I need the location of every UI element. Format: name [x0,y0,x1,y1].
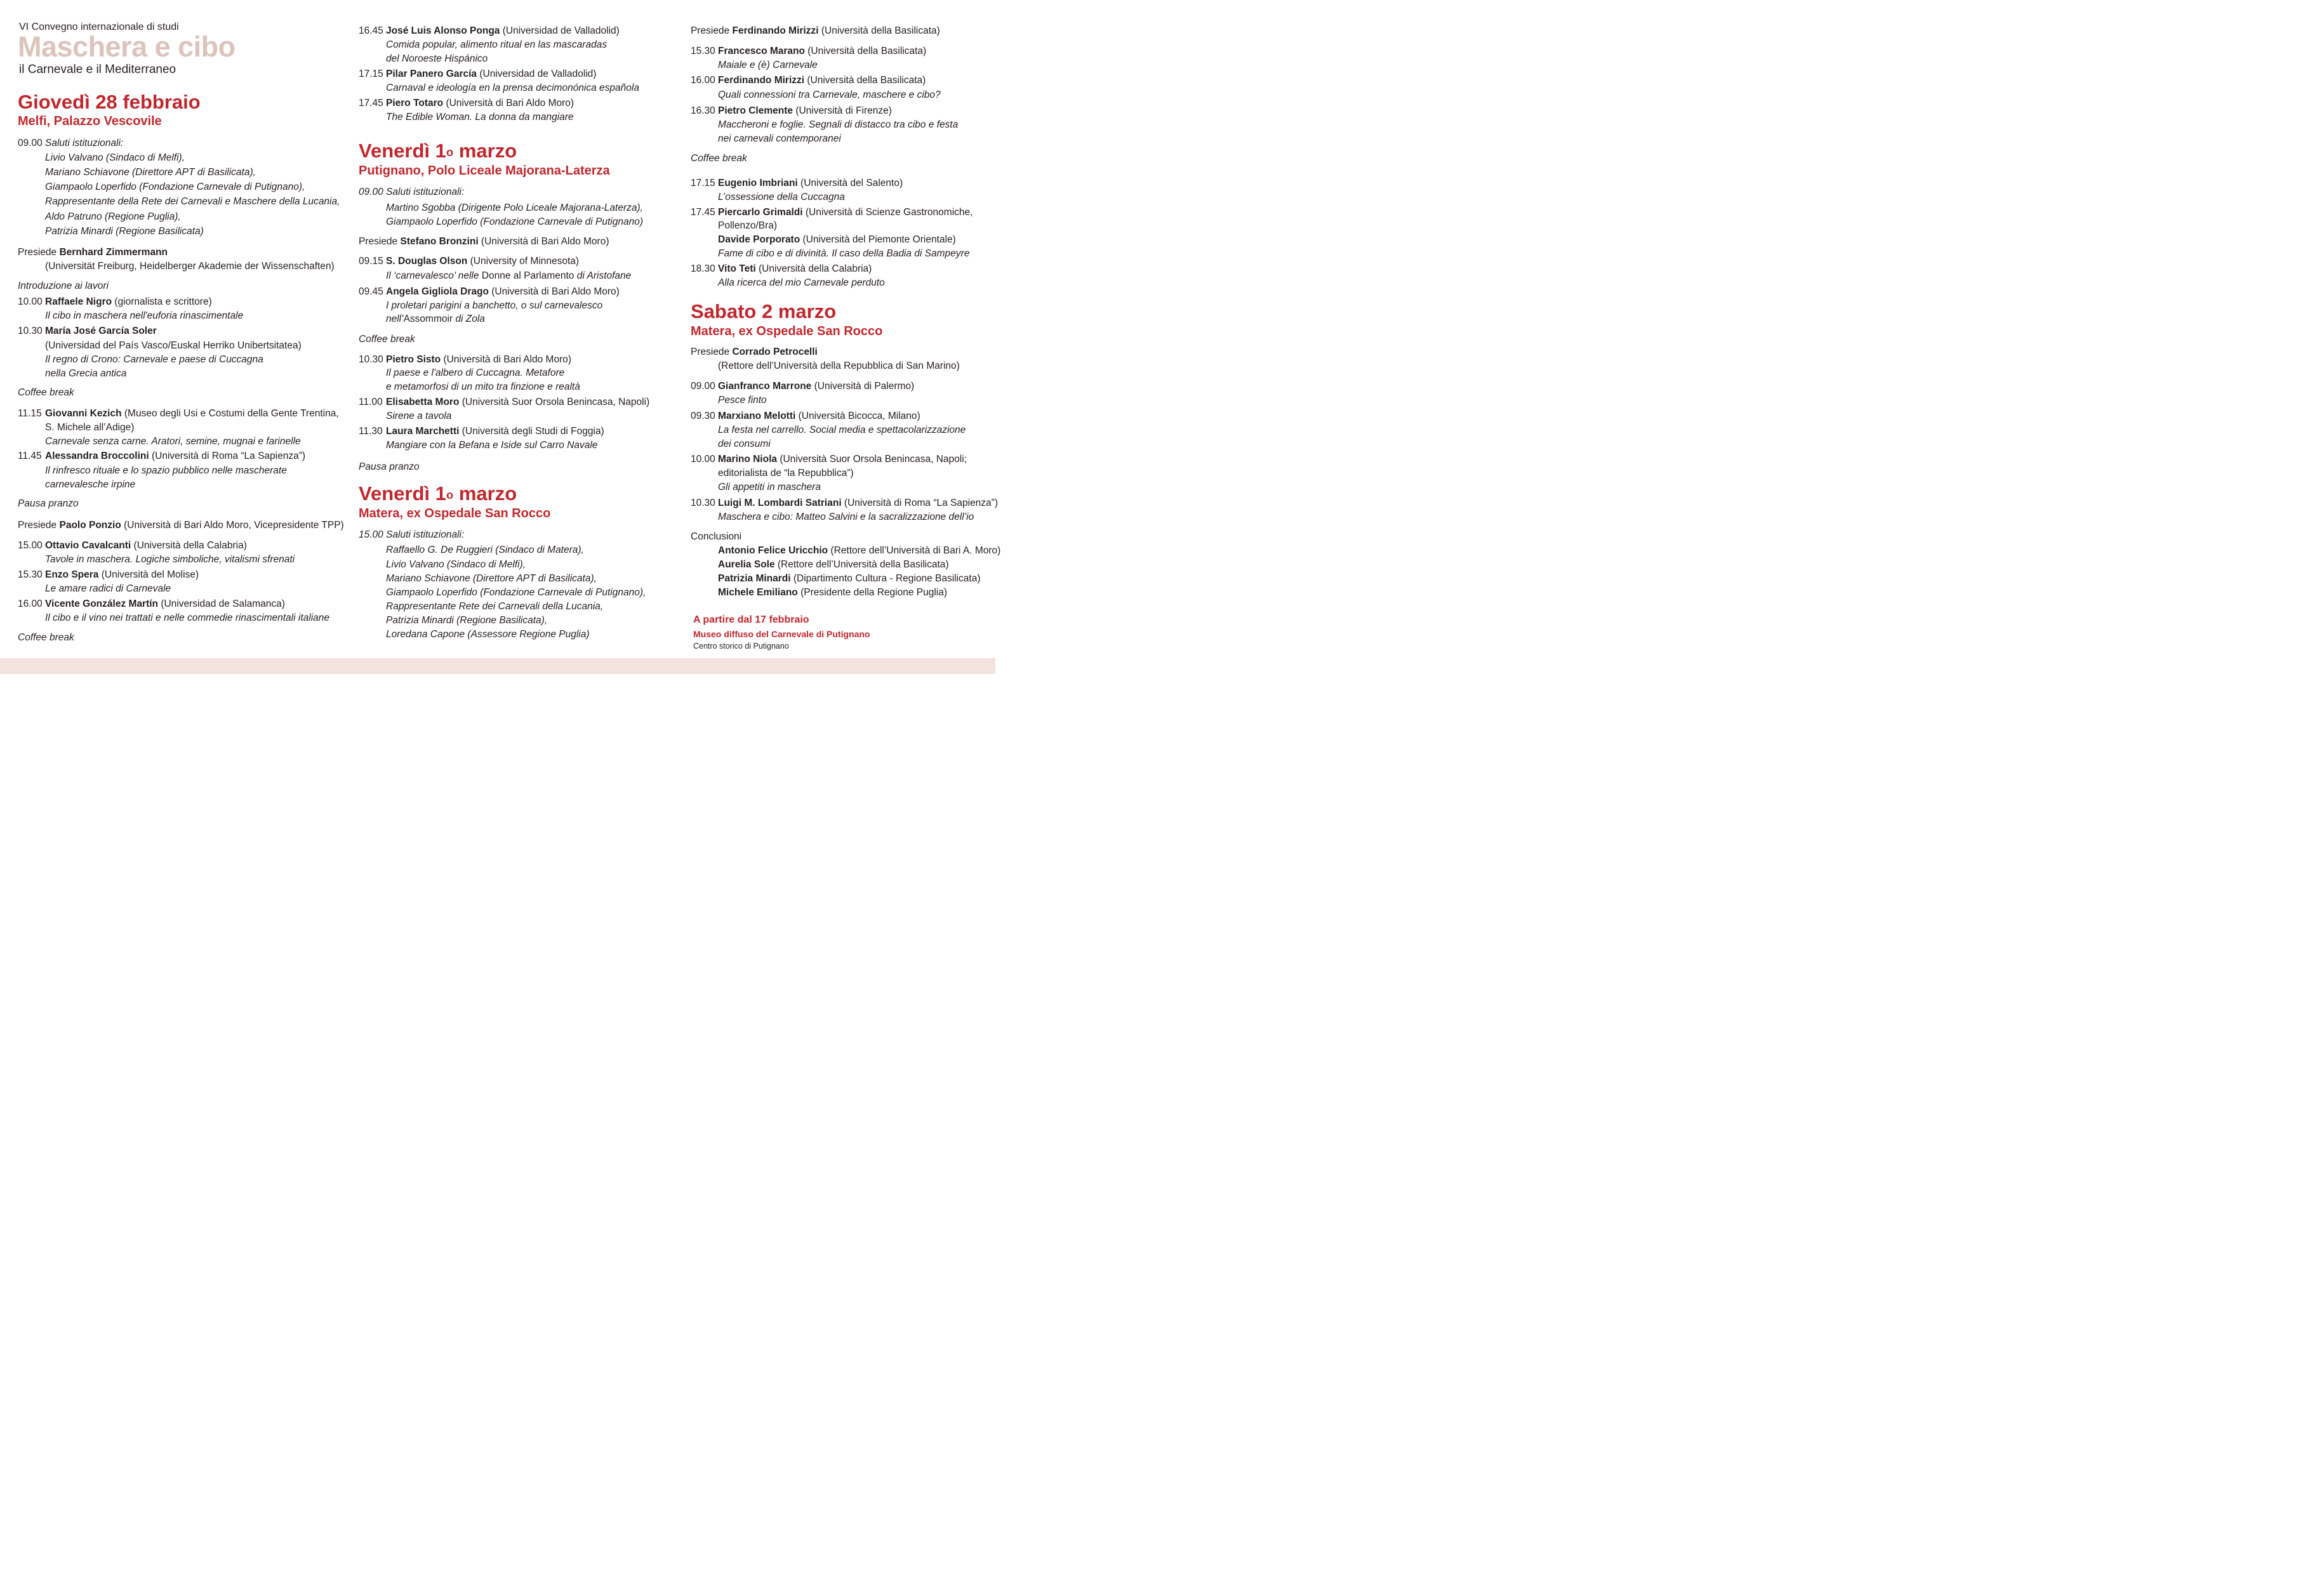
speaker-name: Pilar Panero García [386,69,477,79]
program-line [386,269,631,283]
program-line [386,439,597,453]
affiliation: (Universidad de Valladolid) [500,25,620,36]
session-time: 18.30 [691,263,715,274]
program-line [718,233,956,247]
affiliation: (Università di Scienze Gastronomiche, [802,207,973,218]
program-line [691,496,998,510]
speaker-name: Elisabetta Moro [386,397,460,407]
program-line [359,24,620,38]
program-note: Pausa pranzo [18,498,79,509]
session-time: 09.45 [359,286,383,297]
affiliation: (Presidente della Regione Puglia) [797,587,947,598]
affiliation: (Università di Firenze) [793,105,892,116]
speaker-name: Paolo Ponzio [59,520,121,531]
session-time: 10.00 [691,454,715,465]
day-heading-thursday: Giovedì 28 febbraio [18,91,201,113]
program-line [359,285,620,299]
line-label: Presiede [18,520,60,531]
day-heading-friday-putignano: Venerdì 1$^o$ marzo [359,140,517,162]
program-line [359,395,649,409]
program-line [18,295,212,309]
program-line [18,519,344,532]
program-line [359,255,579,268]
talk-title: Gli appetiti in maschera [718,482,821,493]
program-line [718,586,947,600]
affiliation: (Università del Molise) [98,569,199,580]
speaker-name: Luigi M. Lombardi Satriani [718,498,842,508]
program-line [359,460,420,474]
talk-title: Il regno di Crono: Carnevale e paese di Cuccagna [45,354,263,365]
session-time: 11.45 [18,451,42,461]
conference-subtitle: il Carnevale e il Mediterraneo [19,63,176,76]
talk-title: Patrizia Minardi (Regione Basilicata), [386,615,548,626]
talk-title: nella Grecia antica [45,368,127,379]
session-time: 10.00 [18,296,43,307]
affiliation: (Universidad de Valladolid) [477,69,597,79]
program-line [386,215,643,229]
line-label: Presiede [18,247,60,258]
program-line [386,586,646,600]
speaker-name: Alessandra Broccolini [45,451,149,461]
program-line [718,572,981,586]
affiliation: (Universidad del País Vasco/Euskal Herriko Unibertsitatea) [45,340,302,351]
speaker-name: Angela Gigliola Drago [386,286,489,297]
speaker-name: María José García Soler [45,326,157,336]
speaker-name: Aurelia Sole [718,559,775,570]
program-line [386,312,485,326]
program-line [718,359,960,373]
speaker-name: Ferdinando Mirizzi [718,75,805,86]
talk-title: Le amare radici di Carnevale [45,583,171,594]
talk-title-part: di Zola [453,314,485,324]
program-line [386,572,597,586]
speaker-name: S. Douglas Olson [386,256,468,267]
day-heading-friday-matera: Venerdì 1$^o$ marzo [359,482,517,505]
venue-melfi: Melfi, Palazzo Vescovile [18,114,162,128]
program-line [386,600,603,614]
program-line [45,195,340,209]
program-line [45,582,171,596]
program-line [45,478,135,492]
program-line [386,380,580,394]
affiliation: (Dipartimento Cultura - Regione Basilicata) [790,573,981,584]
program-line [45,353,263,367]
speaker-name: Gianfranco Marrone [718,381,812,392]
program-line [691,152,747,166]
program-line [718,558,949,572]
program-line [18,568,199,582]
session-time: 16.45 [359,25,383,36]
affiliation: (Università della Basilicata) [804,46,927,56]
talk-title: Livio Valvano (Sindaco di Melfi), [386,559,526,570]
talk-title: Mariano Schiavone (Direttore APT di Basilicata), [45,167,256,178]
program-line [45,435,301,449]
speaker-name: Marxiano Melotti [718,411,796,421]
promo-museum: Museo diffuso del Carnevale di Putignano [693,629,870,639]
program-line [691,44,926,58]
program-line [386,52,488,66]
talk-title-part: nell’ [386,314,404,324]
talk-title: Rappresentante Rete dei Carnevali della Lucania, [386,601,604,612]
program-line [359,185,464,199]
program-line [18,279,109,293]
talk-title: Fame di cibo e di divinità. Il caso della Badia di Sampeyre [718,248,970,259]
program-note: Introduzione ai lavori [18,281,109,291]
talk-title: Tavole in maschera. Logiche simboliche, vitalismi sfrenati [45,554,295,565]
speaker-name: Piercarlo Grimaldi [718,207,803,218]
affiliation: (Università di Bari Aldo Moro) [441,354,572,365]
session-time: 10.30 [691,498,715,508]
program-line [691,409,920,423]
affiliation: (Università del Salento) [797,178,903,188]
program-line [18,246,168,260]
speaker-name: Pietro Clemente [718,105,793,116]
talk-title: The Edible Woman. La donna da mangiare [386,112,574,122]
affiliation: Pollenzo/Bra) [718,220,778,231]
speaker-name: Bernhard Zimmermann [59,247,168,258]
talk-title: Giampaolo Loperfido (Fondazione Carnevale di Putignano), [45,182,305,192]
talk-title: Mariano Schiavone (Direttore APT di Basilicata), [386,573,597,584]
talk-title: La festa nel carrello. Social media e spettacolarizzazione [718,425,966,435]
talk-title: Alla ricerca del mio Carnevale perduto [718,277,885,288]
program-line [18,386,74,400]
affiliation: (Università della Basilicata) [818,25,940,36]
speaker-name: Stefano Bronzini [400,236,479,247]
program-line [718,423,966,437]
session-time: 09.00 [691,381,715,392]
speaker-name: Raffaele Nigro [45,296,112,307]
speaker-name: Patrizia Minardi [718,573,791,584]
affiliation: (Universität Freiburg, Heidelberger Akademie der Wissenschaften) [45,261,335,272]
talk-title: del Noroeste Hispánico [386,53,488,64]
talk-title: carnevalesche irpine [45,479,136,490]
affiliation: (University of Minnesota) [467,256,580,267]
affiliation: (giornalista e scrittore) [112,296,212,307]
program-note: Coffee break [18,632,74,643]
talk-title: Giampaolo Loperfido (Fondazione Carnevale di Putignano) [386,216,643,227]
program-line [45,151,185,165]
program-line [386,543,584,557]
program-line [45,421,134,435]
talk-title: Carnevale senza carne. Aratori, semine, mugnai e farinelle [45,436,301,447]
affiliation: S. Michele all’Adige) [45,422,135,433]
session-time: 17.15 [359,69,383,79]
session-time: 15.00 [18,540,43,551]
session-time: 09.15 [359,256,383,267]
line-label: Presiede [359,236,401,247]
program-line [691,262,872,276]
program-line [691,530,741,544]
talk-title: Il cibo e il vino nei trattati e nelle commedie rinascimentali italiane [45,612,329,623]
bottom-band [0,658,995,674]
program-line [45,166,256,180]
affiliation: (Università di Bari Aldo Moro, Vicepresidente TPP) [121,520,344,531]
talk-title: Raffaello G. De Ruggieri (Sindaco di Matera), [386,545,584,555]
program-line [718,276,885,290]
line-label: Presiede [691,25,733,36]
promo-date: A partire dal 17 febbraio [693,614,809,625]
affiliation: (Universidad de Salamanca) [158,599,285,609]
affiliation: (Museo degli Usi e Costumi della Gente Trentina, [121,408,339,419]
speaker-name: Francesco Marano [718,46,805,56]
program-line [45,260,335,274]
venue-matera-friday: Matera, ex Ospedale San Rocco [359,506,551,520]
affiliation: (Università di Bari Aldo Moro) [443,98,574,109]
program-line [18,539,247,553]
talk-title-part: Il ‘carnevalesco’ nelle [386,270,482,281]
program-line [45,339,302,353]
talk-title: Il rinfresco rituale e lo spazio pubblico nelle mascherate [45,465,287,476]
program-line [386,299,602,313]
talk-title: Loredana Capone (Assessore Regione Puglia) [386,629,590,640]
session-time: 16.00 [18,599,43,609]
session-time: 11.15 [18,408,42,419]
talk-title: Carnaval e ideología en la prensa decimonónica española [386,83,639,93]
session-note: Saluti istituzionali: [45,138,124,149]
speaker-name: Antonio Felice Uricchio [718,545,828,556]
program-note: 15.00 Saluti istituzionali: [359,529,465,540]
speaker-name: Corrado Petrocelli [732,347,818,357]
program-line [718,219,777,233]
program-line [718,247,969,261]
program-line [691,380,914,394]
program-line [691,74,926,88]
session-time: 15.30 [691,46,715,56]
program-line [718,437,771,451]
program-line [18,597,285,611]
venue-putignano: Putignano, Polo Liceale Majorana-Laterza [359,164,610,178]
affiliation: (Università del Piemonte Orientale) [800,234,956,245]
affiliation: (Rettore dell’Università di Bari A. Moro) [828,545,1001,556]
talk-title: e metamorfosi di un mito tra finzione e realtà [386,381,580,392]
talk-title: Pesce finto [718,395,767,406]
conference-title: Maschera e cibo [18,30,236,63]
speaker-name: Vicente González Martín [45,599,159,609]
program-line [386,409,451,423]
talk-title: Il paese e l'albero di Cuccagna. Metafore [386,367,565,378]
program-line [359,235,609,249]
program-line [386,614,547,628]
program-line [691,104,892,118]
program-note: Coffee break [18,387,74,398]
program-line [45,367,126,381]
program-line [691,176,903,190]
program-line [45,210,181,224]
talk-title: Rappresentante della Rete dei Carnevali e Maschere della Lucania, [45,196,340,207]
talk-title: Maiale e (è) Carnevale [718,60,818,70]
session-time: 17.45 [691,207,715,218]
program-line [718,480,821,494]
talk-title: Mangiare con la Befana e Iside sul Carro Navale [386,440,598,451]
talk-title: Sirene a tavola [386,411,452,421]
program-note: Coffee break [359,334,415,345]
speaker-name: Giovanni Kezich [45,408,122,419]
talk-title: Giampaolo Loperfido (Fondazione Carnevale di Putignano), [386,587,646,598]
program-line [691,206,973,220]
speaker-name: Enzo Spera [45,569,99,580]
talk-title-part: di Aristofane [574,270,632,281]
speaker-name: Laura Marchetti [386,426,460,437]
affiliation: (Università di Palermo) [811,381,915,392]
speaker-name: José Luis Alonso Ponga [386,25,500,36]
program-line [718,544,1000,558]
affiliation: (Università di Bari Aldo Moro) [488,286,620,297]
speaker-name: Ferdinando Mirizzi [732,25,819,36]
affiliation: editorialista de “la Repubblica”) [718,468,854,479]
talk-title: L’ossessione della Cuccagna [718,192,845,202]
affiliation: (Università di Roma “La Sapienza”) [841,498,998,508]
talk-title: Quali connessioni tra Carnevale, maschere e cibo? [718,89,941,100]
affiliation: (Università di Roma “La Sapienza”) [149,451,306,461]
program-line [718,118,958,132]
program-line [386,201,643,215]
program-line [18,324,157,338]
affiliation: (Università Suor Orsola Benincasa, Napoli; [777,454,967,465]
talk-title: I proletari parigini a banchetto, o sul carnevalesco [386,300,603,311]
affiliation: (Università della Calabria) [131,540,247,551]
talk-title: dei consumi [718,439,771,449]
affiliation: (Università di Bari Aldo Moro) [478,236,609,247]
speaker-name: Vito Teti [718,263,756,274]
program-line [45,225,204,239]
session-time: 16.00 [691,75,715,86]
program-line [18,631,74,645]
session-time: 16.30 [691,105,715,116]
program-line [359,528,464,542]
session-time: 10.30 [18,326,43,336]
talk-title: Livio Valvano (Sindaco di Melfi), [45,152,185,163]
program-line [18,136,123,150]
program-line [359,353,571,367]
talk-title: Maschera e cibo: Matteo Salvini e la sacralizzazione dell’io [718,512,974,522]
speaker-name: Ottavio Cavalcanti [45,540,131,551]
promo-location: Centro storico di Putignano [693,642,789,651]
affiliation: (Università della Basilicata) [804,75,926,86]
talk-title: nei carnevali contemporanei [718,133,841,144]
program-note: Coffee break [691,153,747,164]
talk-title-part: Assommoir [403,314,453,324]
program-line [359,96,574,110]
program-line [691,345,818,359]
program-note: Pausa pranzo [359,461,420,472]
program-line [691,24,940,38]
session-time: 09.30 [691,411,715,421]
program-line [718,58,818,72]
affiliation: (Università Suor Orsola Benincasa, Napoli) [459,397,650,407]
talk-title: Martino Sgobba (Dirigente Polo Liceale Majorana-Laterza), [386,202,643,213]
talk-title: Comida popular, alimento ritual en las mascaradas [386,39,608,50]
affiliation: (Rettore dell’Università della Repubblica di San Marino) [718,360,960,371]
talk-title: Maccheroni e foglie. Segnali di distacco tra cibo e festa [718,119,959,130]
program-line [718,394,767,407]
affiliation: (Università della Calabria) [755,263,872,274]
speaker-name: Michele Emiliano [718,587,798,598]
speaker-name: Pietro Sisto [386,354,441,365]
session-time: 17.45 [359,98,383,109]
program-line [18,449,305,463]
speaker-name: Davide Porporato [718,234,800,245]
venue-matera-saturday: Matera, ex Ospedale San Rocco [691,324,883,338]
program-line [691,453,967,466]
affiliation: (Rettore dell’Università della Basilicata) [774,559,949,570]
day-heading-saturday: Sabato 2 marzo [691,300,837,322]
affiliation: (Università degli Studi di Foggia) [459,426,604,437]
program-line [359,425,604,439]
speaker-name: Piero Totaro [386,98,444,109]
speaker-name: Marino Niola [718,454,778,465]
talk-title: Patrizia Minardi (Regione Basilicata) [45,226,204,237]
conference-kicker: VI Convegno internazionale di studi [19,22,179,32]
program-line [386,366,564,380]
session-time: 11.00 [359,397,383,407]
program-line [718,132,841,146]
program-line [718,510,974,524]
program-note: 09.00 Saluti istituzionali: [359,187,465,197]
program-line [386,38,607,52]
program-line [45,180,305,194]
program-line [386,628,590,642]
program-line [386,110,574,124]
program-line [45,553,295,567]
affiliation: (Università Bicocca, Milano) [795,411,920,421]
program-line [45,464,287,478]
program-line [718,466,854,480]
program-line [386,558,526,572]
session-time: 10.30 [359,354,383,365]
session-time: 09.00 [18,138,43,149]
talk-title-part: Donne al Parlamento [481,270,574,281]
talk-title: Il cibo in maschera nell'euforia rinascimentale [45,310,244,321]
line-label: Conclusioni [691,531,742,542]
session-time: 11.30 [359,426,383,437]
program-line [718,190,845,204]
program-line [18,497,79,511]
session-time: 15.30 [18,569,43,580]
program-line [45,309,243,323]
program-line [18,407,339,421]
program-line [359,333,415,347]
program-line [386,81,639,95]
program-line [45,611,329,625]
program-line [718,88,941,102]
speaker-name: Eugenio Imbriani [718,178,798,188]
program-line [359,67,596,81]
talk-title: Aldo Patruno (Regione Puglia), [45,211,181,222]
line-label: Presiede [691,347,733,357]
session-time: 17.15 [691,178,715,188]
